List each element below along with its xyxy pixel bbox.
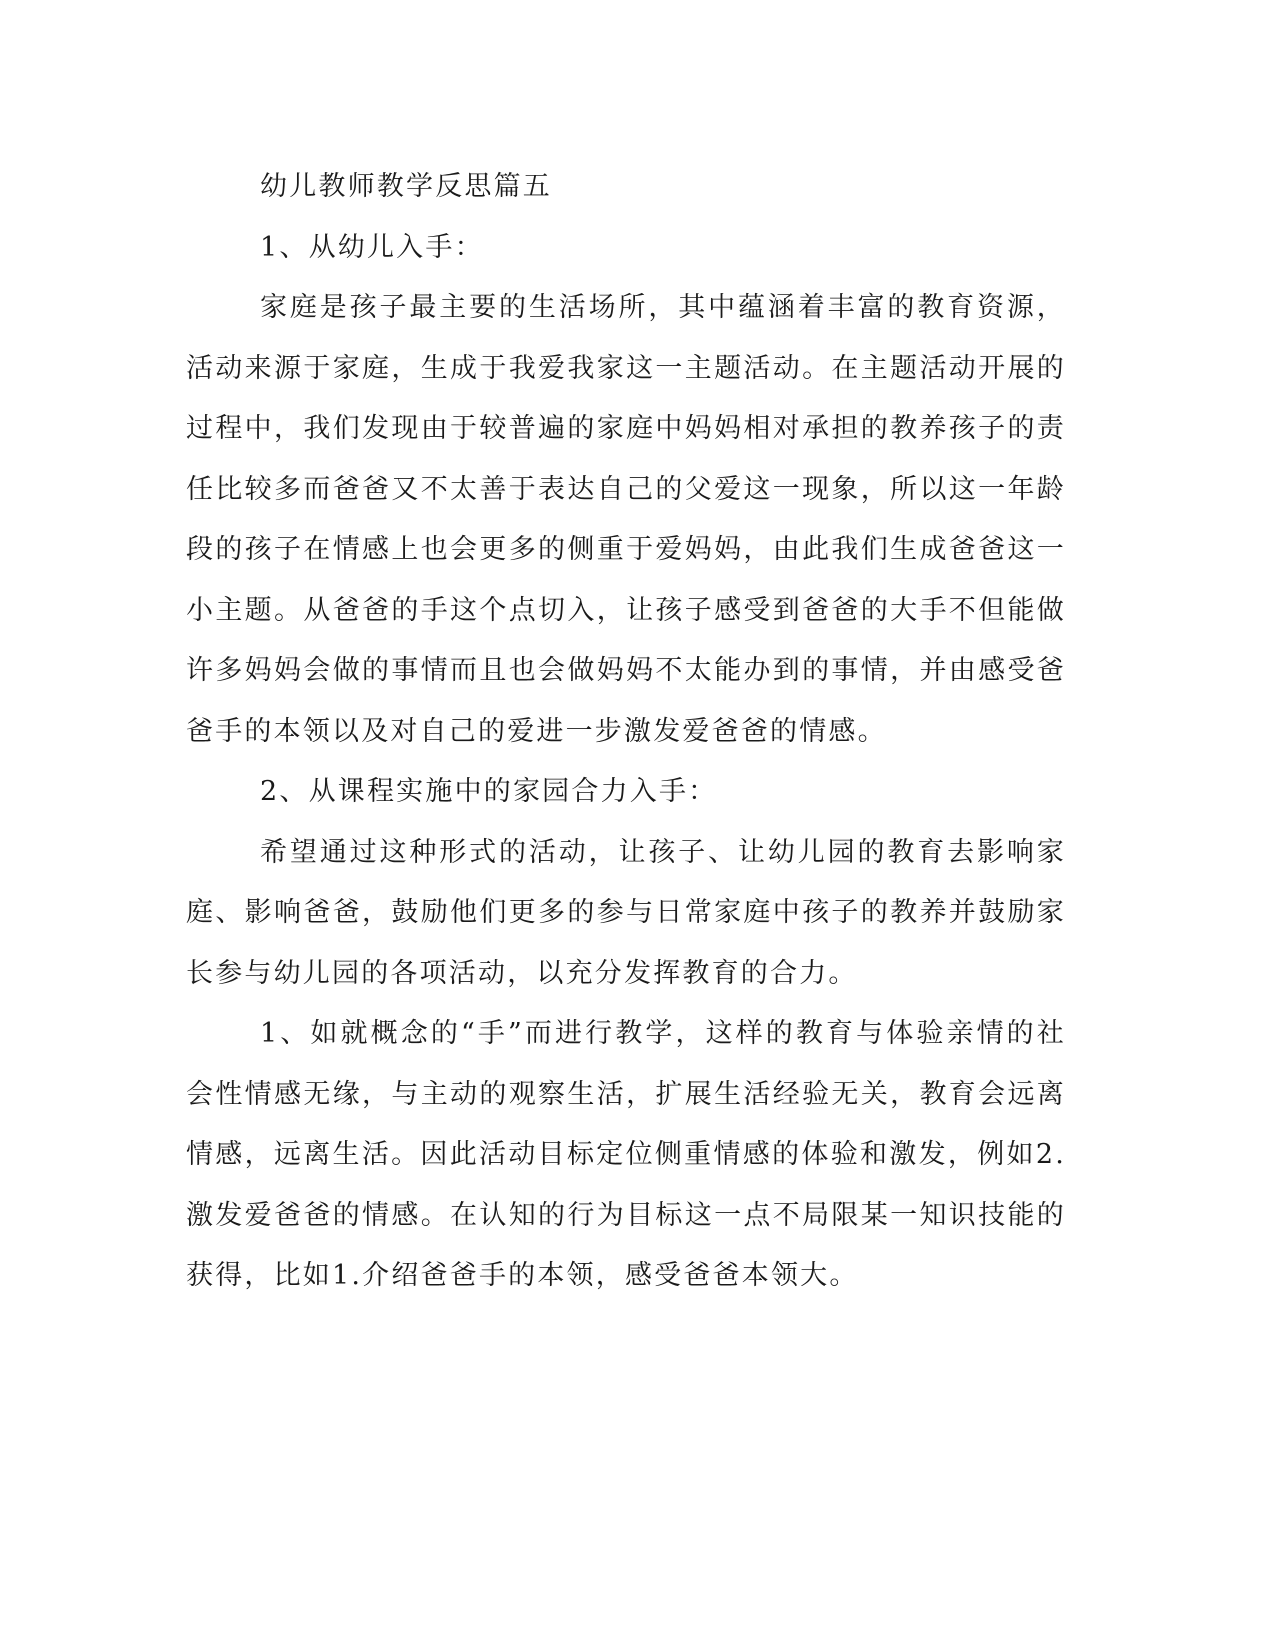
body-paragraph-1: 家庭是孩子最主要的生活场所，其中蕴涵着丰富的教育资源，活动来源于家庭，生成于我爱我家这一主题活动。在主题活动开展的过程中，我们发现由于较普遍的家庭中妈妈相对承担的教养孩子的责任比较多而爸爸又不太善于表达自己的父爱这一现象，所以这一年龄段的孩子在情感上也会更多的侧重于爱妈妈，由此我们生成爸爸这一小主题。从爸爸的手这个点切入，让孩子感受到爸爸的大手不但能做许多妈妈会做的事情而且也会做妈妈不太能办到的事情，并由感受爸爸手的本领以及对自己的爱进一步激发爱爸爸的情感。	[186, 292, 1066, 747]
document-body	[186, 157, 1066, 1307]
section-heading-1: 1、从幼儿入手：	[260, 231, 484, 263]
section-heading-2: 2、从课程实施中的家园合力入手：	[260, 776, 718, 807]
body-paragraph-2: 希望通过这种形式的活动，让孩子、让幼儿园的教育去影响家庭、影响爸爸，鼓励他们更多的参与日常家庭中孩子的教养并鼓励家长参与幼儿园的各项活动，以充分发挥教育的合力。	[186, 836, 1066, 989]
document-title: 幼儿教师教学反思篇五	[260, 171, 552, 202]
body-paragraph-3: 1、如就概念的“手”而进行教学，这样的教育与体验亲情的社会性情感无缘，与主动的观察生活，扩展生活经验无关，教育会远离情感，远离生活。因此活动目标定位侧重情感的体验和激发，例如2.激发爱爸爸的情感。在认知的行为目标这一点不局限某一知识技能的获得，比如1.介绍爸爸手的本领，感受爸爸本领大。	[186, 1018, 1066, 1291]
